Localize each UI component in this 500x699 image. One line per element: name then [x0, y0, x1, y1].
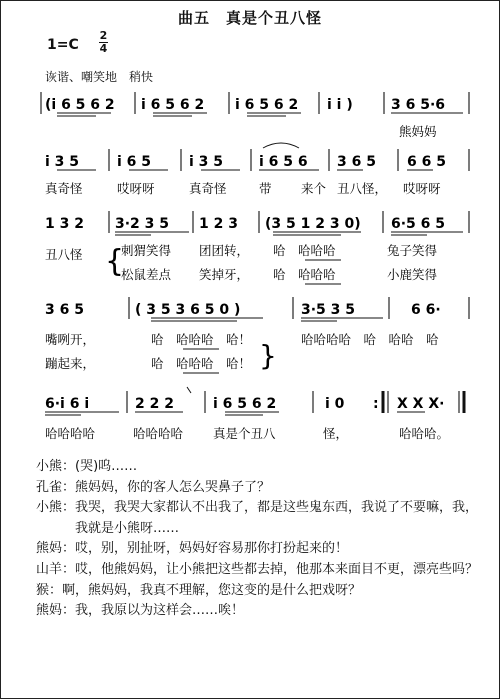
- repeat-colon: :: [373, 396, 379, 412]
- lyric: 嘴咧开，: [45, 332, 96, 347]
- dialogue-line: [36, 581, 486, 602]
- speaker-name: 小熊：: [36, 459, 76, 474]
- lyric: 笑掉牙，: [199, 267, 250, 282]
- breath-mark: [187, 387, 191, 393]
- note-group: 1 2 3: [199, 216, 238, 232]
- brace: }: [259, 339, 277, 372]
- lyric: 哈 哈哈哈: [273, 243, 336, 258]
- lyric: 哈哈哈。: [399, 426, 450, 441]
- dialogue-text: (哭)呜……: [75, 459, 138, 474]
- dialogue-line: [36, 457, 486, 478]
- note-group: i 0: [325, 396, 345, 412]
- system-2: [45, 143, 469, 196]
- system-5: [45, 387, 464, 441]
- dialogue-text: 啊，熊妈妈，我真不理解，您这变的是什么把戏呀？: [62, 582, 362, 598]
- note-group: (3 5 1 2 3 0): [265, 216, 361, 232]
- dialogue-line: [36, 539, 486, 560]
- jianpu-score: [1, 1, 499, 461]
- lyric: 真奇怪: [189, 181, 227, 196]
- dialogue-line: [36, 478, 486, 499]
- dialogue-text: 哎，他熊妈妈，让小熊把这些都去掉，他那本来面目不更，漂亮些吗？: [75, 561, 479, 577]
- note-group: 2 2 2: [135, 396, 174, 412]
- lyric: 刺猬笑得: [121, 243, 172, 258]
- system-4: [45, 297, 469, 373]
- speaker-name: 熊妈：: [36, 603, 76, 619]
- dialogue-text: 哎，别，别扯呀，妈妈好容易那你打扮起来的！: [75, 541, 349, 557]
- note-group: i i ): [327, 97, 353, 113]
- note-group: 6 6 5: [407, 154, 446, 170]
- lyric: 哈哈哈哈 哈 哈哈 哈: [301, 332, 439, 347]
- lyric: 哈 哈哈哈 哈！: [151, 332, 252, 347]
- note-group: i 6 5 6 2: [141, 97, 205, 113]
- note-group: 6·i 6 i: [45, 396, 90, 412]
- dialogue-line: [36, 560, 486, 581]
- note-group: 6·5 6 5: [391, 216, 446, 232]
- note-group: 3 6 5: [45, 302, 84, 318]
- dialogue-text: 熊妈妈，你的客人怎么哭鼻子了？: [75, 479, 271, 495]
- dialogue-block: [36, 457, 486, 622]
- lyric: 蹦起来，: [45, 356, 96, 371]
- lyric: 哈哈哈哈: [45, 426, 96, 441]
- dialogue-text: 我哭，我哭大家都认不出我了，都是这些鬼东西，我说了不要嘛，我，我就是小熊呀……: [75, 500, 479, 536]
- system-1: [41, 92, 469, 139]
- brace: {: [105, 244, 125, 279]
- speaker-name: 小熊：: [36, 500, 76, 516]
- note-group: 3·5 3 5: [301, 302, 356, 318]
- lyric: 熊妈妈: [399, 124, 437, 139]
- note-group: i 3 5: [45, 154, 80, 170]
- speaker-name: 猴：: [36, 582, 63, 598]
- lyric: 丑八怪，: [337, 181, 388, 196]
- lyric: 真奇怪: [45, 181, 83, 196]
- note-group: (i 6 5 6 2: [45, 97, 115, 113]
- note-group: i 3 5: [189, 154, 224, 170]
- lyric: 松鼠差点: [121, 267, 172, 282]
- dialogue-text: 我，我原以为这样会……唉！: [75, 603, 245, 619]
- tempo-marking: 诙谐、嘲笑地 稍快: [45, 70, 154, 84]
- lyric: 哈 哈哈哈 哈！: [151, 356, 252, 371]
- speaker-name: 熊妈：: [36, 541, 76, 557]
- note-group: i 6 5 6 2: [213, 396, 277, 412]
- note-group: 6 6·: [411, 302, 441, 318]
- speaker-name: 孔雀：: [36, 479, 76, 495]
- song-title: 曲五 真是个丑八怪: [177, 9, 322, 27]
- lyric: 哎呀呀: [117, 181, 155, 196]
- meter-top: 2: [99, 29, 108, 42]
- note-group: i 6 5 6 2: [235, 97, 299, 113]
- note-group: X X X·: [397, 396, 445, 412]
- system-3: [45, 211, 469, 284]
- dialogue-line: [36, 498, 486, 539]
- lyric: 真是个丑八: [213, 426, 276, 441]
- slur: [263, 143, 299, 148]
- lyric: 怪，: [323, 426, 349, 441]
- lyric: 兔子笑得: [387, 243, 438, 258]
- lyric: 哈 哈哈哈: [273, 267, 336, 282]
- lyric: 小鹿笑得: [387, 267, 438, 282]
- dialogue-line: [36, 601, 486, 622]
- note-group: 1 3 2: [45, 216, 84, 232]
- note-group: i 6 5: [117, 154, 152, 170]
- lyric: 哈哈哈哈: [133, 426, 184, 441]
- lyric: 来个: [301, 181, 327, 196]
- lyric: 团团转，: [199, 243, 250, 258]
- lyric: 带: [259, 181, 272, 196]
- lyric: 哎呀呀: [403, 181, 441, 196]
- meter-bottom: 4: [99, 42, 108, 55]
- lyric: 丑八怪: [45, 247, 83, 262]
- key-signature: 1=C: [47, 37, 79, 53]
- note-group: i 6 5 6: [259, 154, 308, 170]
- note-group: 3 6 5: [337, 154, 376, 170]
- note-group: 3 6 5·6: [391, 97, 446, 113]
- note-group: 3·2 3 5: [115, 216, 170, 232]
- note-group: ( 3 5 3 6 5 0 ): [135, 302, 241, 318]
- speaker-name: 山羊：: [36, 561, 76, 577]
